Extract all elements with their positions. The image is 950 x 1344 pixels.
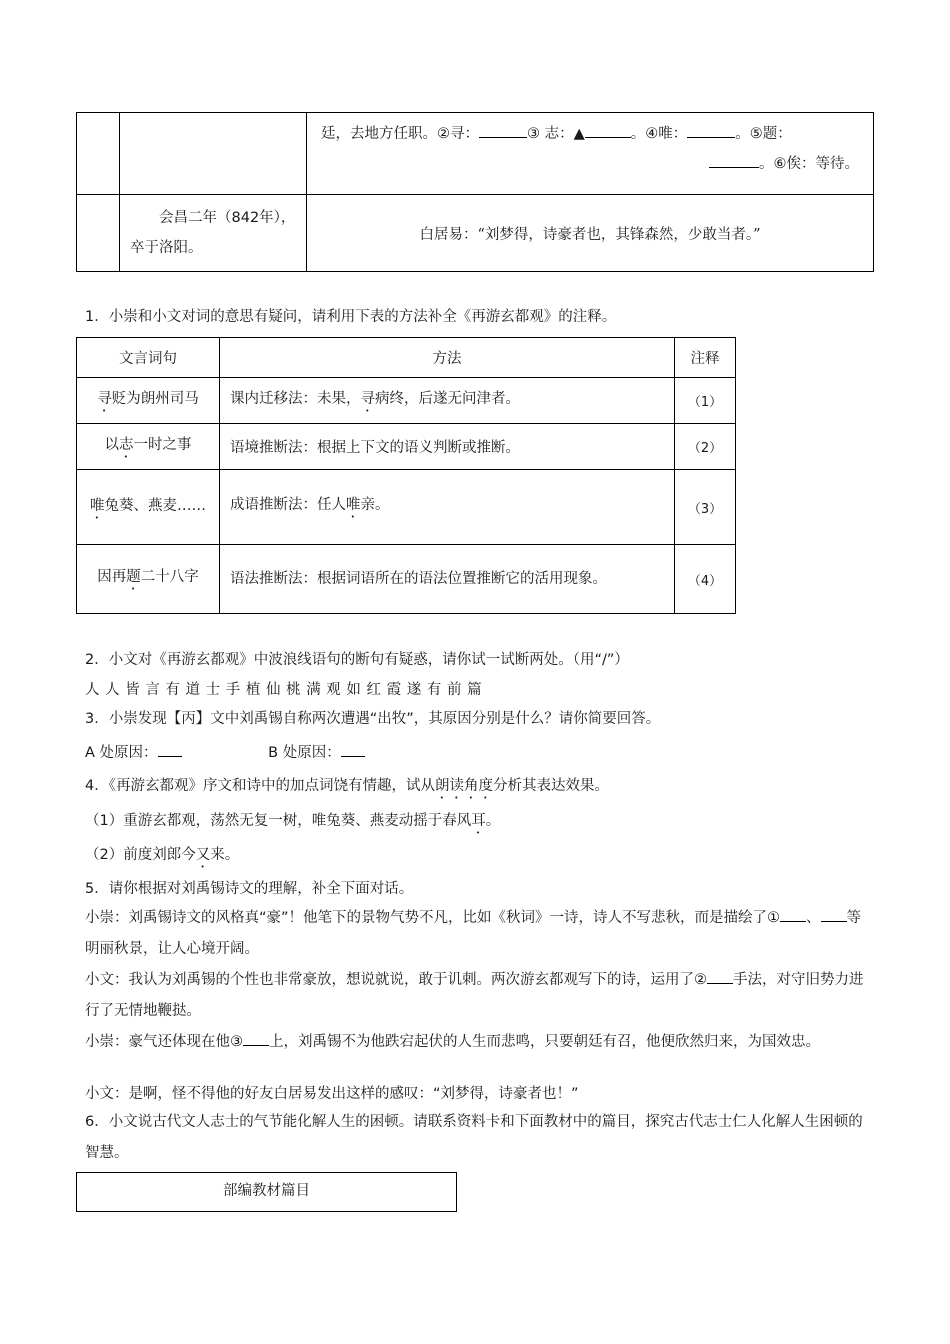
- q3-answers: [85, 742, 365, 763]
- profile-notes-line1: 廷，去地方任职。②寻： ③ 志：▲ 。④唯： 。⑤题：: [321, 119, 859, 149]
- table-row: [77, 470, 736, 545]
- method-table: [76, 337, 736, 614]
- profile-cell-notes: [307, 113, 874, 195]
- q5-blank-3[interactable]: [243, 1031, 269, 1046]
- method-cell: 语法推断法：根据词语所在的语法位置推断它的活用现象。: [220, 545, 675, 614]
- textbook-box: [76, 1172, 457, 1212]
- baijuyi-quote: 白居易：“刘梦得，诗豪者也，其锋森然，少敢当者。”: [419, 226, 761, 243]
- table-row: [77, 378, 736, 424]
- blank-wei[interactable]: [687, 123, 735, 138]
- method-cell: 语境推断法：根据上下文的语义判断或推断。: [220, 424, 675, 470]
- profile-col-blank: [77, 113, 120, 195]
- profile-cell-quote: [307, 195, 874, 272]
- q5-blank-2[interactable]: [707, 969, 733, 984]
- death-text: 会昌二年（842年），卒于洛阳。: [130, 210, 296, 256]
- q5-blank-1b[interactable]: [821, 907, 847, 922]
- phrase-cell: 因再题二十八字: [77, 545, 220, 614]
- phrase-cell: 唯兔葵、燕麦……: [77, 470, 220, 545]
- q5-stem: 5．请你根据对刘禹锡诗文的理解，补全下面对话。: [85, 881, 414, 897]
- q1-stem: 1．小崇和小文对词的意思有疑问，请利用下表的方法补全《再游玄都观》的注释。: [85, 309, 617, 325]
- header-note: 注释: [675, 338, 736, 378]
- blank-xun[interactable]: [479, 123, 527, 138]
- blank-zhi[interactable]: [585, 123, 631, 138]
- q3-a-blank[interactable]: [158, 742, 182, 757]
- note-cell[interactable]: （2）: [675, 424, 736, 470]
- profile-cell-death: [120, 195, 307, 272]
- q5-blank-1a[interactable]: [780, 907, 806, 922]
- q5-dialogue-3: 小崇：豪气还体现在他③ 上，刘禹锡不为他跌宕起伏的人生而悲鸣，只要朝廷有召，他便欣然归来，为国效忠。: [85, 1027, 865, 1058]
- method-cell: 课内迁移法：未果，寻病终，后遂无问津者。: [220, 378, 675, 424]
- profile-col-blank-2: [77, 195, 120, 272]
- phrase-cell: 以志一时之事: [77, 424, 220, 470]
- q2-stem: 2．小文对《再游玄都观》中波浪线语句的断句有疑惑，请你试一试断两处。（用“/”）: [85, 652, 629, 668]
- q3-a-label: A 处原因：: [85, 745, 158, 761]
- q3-b-blank[interactable]: [341, 742, 365, 757]
- note-cell[interactable]: （4）: [675, 545, 736, 614]
- profile-table: [76, 112, 874, 272]
- profile-notes-line2: 。⑥俟：等待。: [321, 149, 859, 179]
- q3-b-label: B 处原因：: [268, 745, 341, 761]
- textbook-box-title: 部编教材篇目: [223, 1183, 310, 1199]
- note-cell[interactable]: （1）: [675, 378, 736, 424]
- header-phrase: 文言词句: [77, 338, 220, 378]
- q5-dialogue-4: 小文：是啊，怪不得他的好友白居易发出这样的感叹：“刘梦得，诗豪者也！”: [85, 1086, 579, 1102]
- method-cell: 成语推断法：任人唯亲。: [220, 470, 675, 545]
- q4-stem: 4．《再游玄都观》序文和诗中的加点词饶有情趣，试从朗读角度分析其表达效果。: [85, 778, 609, 794]
- q6-stem: 6．小文说古代文人志士的气节能化解人生的困顿。请联系资料卡和下面教材中的篇目，探究古代志士仁人化解人生困顿的智慧。: [85, 1114, 863, 1161]
- blank-ti[interactable]: [709, 153, 759, 168]
- q4-sentence-2: （2）前度刘郎今又来。: [85, 847, 240, 863]
- q5-dialogue-1: 小崇：刘禹锡诗文的风格真“豪”！他笔下的景物气势不凡，比如《秋词》一诗，诗人不写悲秋，而是描绘了① 、 等明丽秋景，让人心境开阔。: [85, 903, 865, 965]
- table-row: [77, 424, 736, 470]
- q3-stem: 3．小崇发现【丙】文中刘禹锡自称两次遭遇“出牧”，其原因分别是什么？请你简要回答。: [85, 711, 661, 727]
- q2-sentence[interactable]: 人 人 皆 言 有 道 士 手 植 仙 桃 满 观 如 红 霞 遂 有 前 篇: [85, 682, 483, 698]
- phrase-cell: 寻贬为朗州司马: [77, 378, 220, 424]
- q5-dialogue-2: 小文：我认为刘禹锡的个性也非常豪放，想说就说，敢于讥刺。两次游玄都观写下的诗，运用了② 手法，对守旧势力进行了无情地鞭挞。: [85, 965, 865, 1027]
- table-row: [77, 545, 736, 614]
- note-cell[interactable]: （3）: [675, 470, 736, 545]
- header-method: 方法: [220, 338, 675, 378]
- profile-col-time: [120, 113, 307, 195]
- q4-sentence-1: （1）重游玄都观，荡然无复一树，唯兔葵、燕麦动摇于春风耳。: [85, 813, 501, 829]
